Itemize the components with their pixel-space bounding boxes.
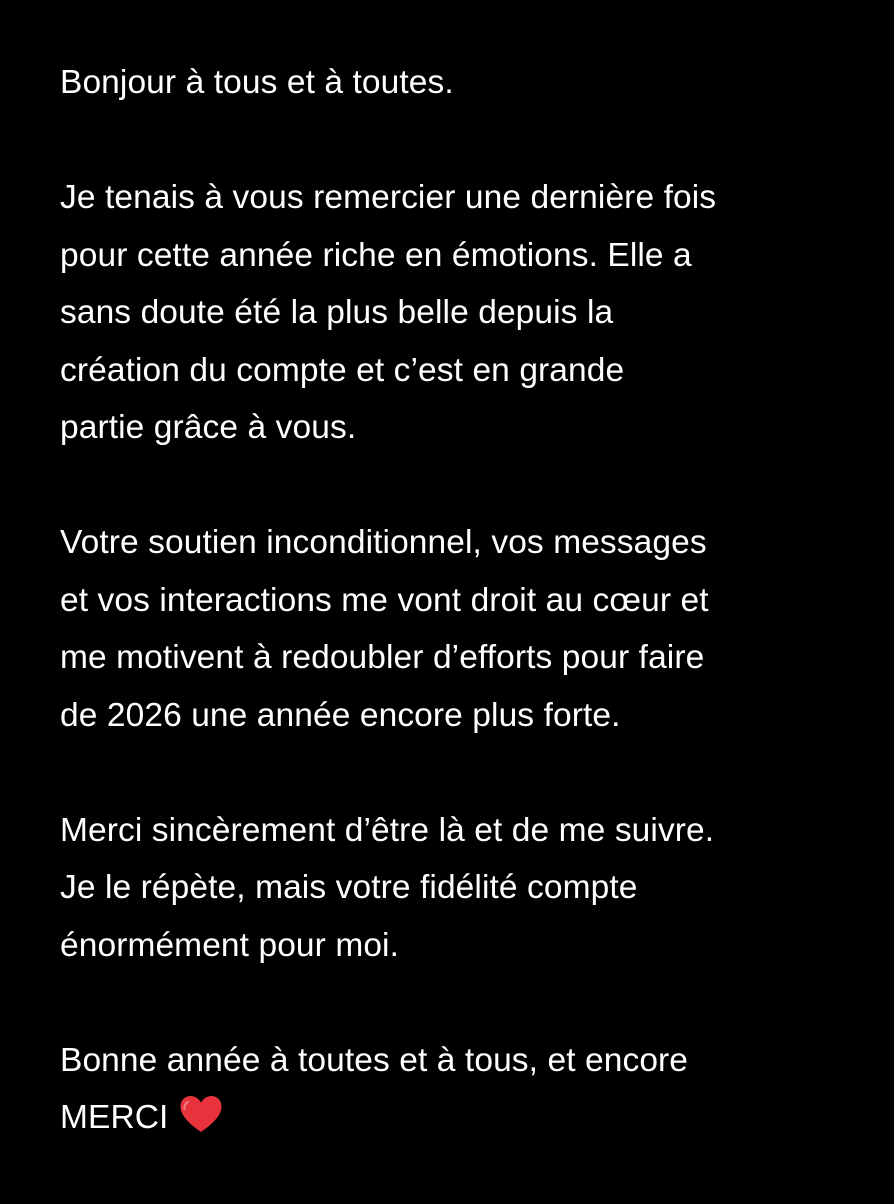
text-line: Je le répète, mais votre fidélité compte	[60, 869, 638, 906]
text-line: Bonne année à toutes et à tous, et encore	[60, 1041, 689, 1079]
text-line: énormément pour moi.	[60, 926, 400, 964]
paragraph-fidelity	[60, 802, 860, 975]
paragraph-thanks	[60, 169, 860, 457]
text-line: et vos interactions me vont droit au cœur et	[60, 581, 709, 619]
paragraph-greeting	[60, 54, 860, 112]
text-line: pour cette année riche en émotions. Elle a	[60, 236, 692, 274]
merci-text: MERCI	[60, 1099, 169, 1136]
text-line: me motivent à redoubler d’efforts pour faire	[60, 639, 705, 676]
text-line: Votre soutien inconditionnel, vos messages	[60, 524, 707, 561]
text-line: Merci sincèrement d’être là et de me suivre.	[60, 811, 715, 849]
paragraph-support	[60, 514, 860, 744]
text-line: Bonjour à tous et à toutes.	[60, 64, 454, 101]
text-line: sans doute été la plus belle depuis la	[60, 294, 614, 331]
note-text	[60, 54, 860, 1204]
red-heart-icon	[178, 1094, 224, 1134]
text-line: de 2026 une année encore plus forte.	[60, 696, 621, 734]
text-line: Je tenais à vous remercier une dernière fois	[60, 179, 717, 216]
text-line: partie grâce à vous.	[60, 409, 357, 446]
text-line-merci	[60, 1089, 860, 1147]
paragraph-closing	[60, 1032, 860, 1147]
text-line: création du compte et c’est en grande	[60, 351, 625, 389]
